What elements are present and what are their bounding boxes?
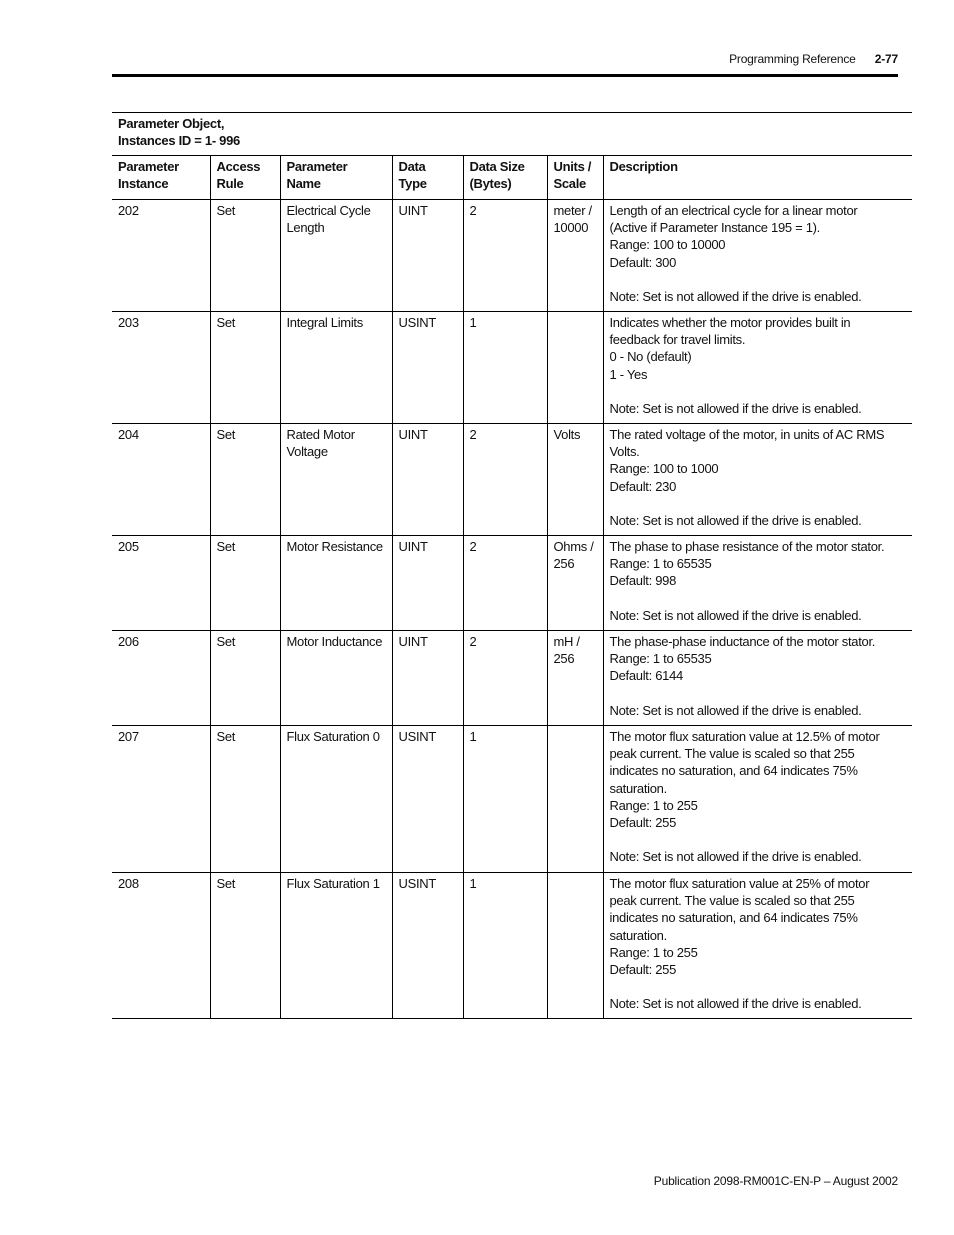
cell-text: Note: Set is not allowed if the drive is enabled. [609, 288, 862, 304]
table-row [112, 200, 912, 312]
cell-text: UINT [398, 539, 428, 554]
cell-type [392, 536, 463, 631]
cell-text: 1 - Yes [609, 366, 648, 382]
cell-text: Default: 6144 [609, 668, 683, 684]
table-row [112, 536, 912, 631]
cell-instance [112, 726, 210, 873]
cell-access [210, 726, 280, 873]
cell-text: 0 - No (default) [609, 349, 692, 365]
column-header-access [210, 156, 280, 200]
cell-name [280, 631, 392, 726]
cell-text: Range: 1 to 255 [609, 797, 698, 813]
cell-text: peak current. The value is scaled so that 255 [609, 893, 855, 909]
cell-text: 256 [553, 651, 575, 667]
header-text: Parameter [118, 159, 179, 174]
cell-text: 1 [469, 729, 477, 744]
cell-name [280, 726, 392, 873]
cell-text: saturation. [609, 780, 667, 796]
cell-units [547, 536, 603, 631]
cell-text: Length of an electrical cycle for a linear motor [609, 203, 858, 218]
cell-text: Default: 255 [609, 815, 677, 831]
header-text: Name [286, 176, 321, 192]
cell-text: feedback for travel limits. [609, 332, 746, 348]
page-number: 2-77 [874, 52, 898, 66]
table-row [112, 726, 912, 873]
cell-text: indicates no saturation, and 64 indicates 75% [609, 910, 858, 926]
cell-text [610, 590, 908, 607]
page-footer [112, 1174, 898, 1188]
cell-units [547, 631, 603, 726]
cell-text [610, 978, 908, 995]
cell-text: The phase to phase resistance of the motor stator. [609, 539, 885, 554]
header-text: Rule [216, 176, 244, 192]
cell-text: Indicates whether the motor provides built in [609, 315, 851, 330]
cell-text: Volts. [609, 444, 640, 460]
cell-text: The phase-phase inductance of the motor stator. [609, 634, 876, 649]
cell-text: Set [216, 634, 236, 649]
cell-text: Note: Set is not allowed if the drive is enabled. [609, 512, 862, 528]
header-text: Type [398, 176, 427, 192]
header-text: (Bytes) [469, 176, 512, 192]
cell-text [610, 831, 908, 848]
cell-text: Set [216, 203, 236, 218]
cell-text: Default: 255 [609, 962, 677, 978]
section-title: Programming Reference [729, 52, 856, 66]
cell-type [392, 424, 463, 536]
cell-text: Motor Resistance [286, 539, 383, 554]
cell-size [463, 200, 547, 312]
cell-text: Note: Set is not allowed if the drive is enabled. [609, 400, 862, 416]
cell-text: Range: 1 to 255 [609, 944, 698, 960]
cell-text: Volts [553, 427, 581, 442]
cell-instance [112, 631, 210, 726]
cell-description [603, 536, 912, 631]
cell-text: 2 [469, 203, 477, 218]
cell-text [610, 495, 908, 512]
cell-text: 2 [469, 539, 477, 554]
cell-type [392, 312, 463, 424]
cell-units [547, 200, 603, 312]
header-text: Instance [118, 176, 169, 192]
cell-text: Range: 1 to 65535 [609, 651, 712, 667]
cell-text: Default: 300 [609, 254, 677, 270]
cell-text: 203 [118, 315, 139, 330]
cell-size [463, 312, 547, 424]
cell-text [610, 271, 908, 288]
cell-text: 204 [118, 427, 139, 442]
cell-access [210, 312, 280, 424]
cell-type [392, 200, 463, 312]
cell-text: 206 [118, 634, 139, 649]
cell-name [280, 312, 392, 424]
cell-text: Rated Motor [286, 427, 355, 442]
column-header-name [280, 156, 392, 200]
cell-text: Length [286, 220, 325, 236]
header-text: Data [398, 159, 426, 174]
cell-units [547, 312, 603, 424]
cell-text: UINT [398, 634, 428, 649]
cell-size [463, 726, 547, 873]
cell-description [603, 726, 912, 873]
cell-text: peak current. The value is scaled so that 255 [609, 746, 855, 762]
column-header-size [463, 156, 547, 200]
cell-type [392, 631, 463, 726]
cell-text: UINT [398, 427, 428, 442]
cell-name [280, 536, 392, 631]
cell-text: indicates no saturation, and 64 indicates 75% [609, 763, 858, 779]
header-text: Scale [553, 176, 586, 192]
cell-instance [112, 200, 210, 312]
cell-text: USINT [398, 876, 437, 891]
cell-text: Set [216, 876, 236, 891]
header-text: Access [216, 159, 261, 174]
header-rule [112, 74, 898, 77]
cell-instance [112, 873, 210, 1019]
cell-type [392, 873, 463, 1019]
cell-access [210, 536, 280, 631]
table-row [112, 873, 912, 1019]
cell-units [547, 424, 603, 536]
header-text: Data Size [469, 159, 525, 174]
cell-text: 208 [118, 876, 139, 891]
cell-text: 202 [118, 203, 139, 218]
cell-text: (Active if Parameter Instance 195 = 1). [609, 220, 820, 236]
table-row [112, 631, 912, 726]
cell-text: Integral Limits [286, 315, 363, 330]
cell-text: Default: 230 [609, 478, 677, 494]
cell-access [210, 424, 280, 536]
table-caption-row [112, 113, 912, 156]
table-row [112, 424, 912, 536]
cell-text: Range: 100 to 10000 [609, 237, 726, 253]
cell-size [463, 424, 547, 536]
cell-size [463, 536, 547, 631]
column-header-type [392, 156, 463, 200]
cell-instance [112, 312, 210, 424]
header-text: Description [609, 159, 678, 174]
cell-type [392, 726, 463, 873]
cell-instance [112, 536, 210, 631]
cell-units [547, 726, 603, 873]
caption-line-1: Parameter Object, [118, 116, 225, 131]
page-header [112, 52, 898, 70]
cell-text: mH / [553, 634, 580, 649]
cell-name [280, 424, 392, 536]
cell-text: Set [216, 315, 236, 330]
cell-text: saturation. [609, 927, 667, 943]
cell-description [603, 200, 912, 312]
table-caption [112, 113, 912, 156]
cell-text: Note: Set is not allowed if the drive is enabled. [609, 849, 862, 865]
cell-instance [112, 424, 210, 536]
cell-size [463, 631, 547, 726]
cell-text: Note: Set is not allowed if the drive is enabled. [609, 607, 862, 623]
publication-info: Publication 2098-RM001C-EN-P – August 2002 [653, 1174, 898, 1188]
cell-text: The motor flux saturation value at 25% of motor [609, 876, 870, 891]
cell-text: Note: Set is not allowed if the drive is enabled. [609, 996, 862, 1012]
column-header-units [547, 156, 603, 200]
cell-text: Flux Saturation 0 [286, 729, 380, 744]
cell-text: The motor flux saturation value at 12.5% of motor [609, 729, 880, 744]
cell-description [603, 873, 912, 1019]
table-body [112, 113, 912, 1019]
header-text: Units / [553, 159, 592, 174]
column-header-description [603, 156, 912, 200]
cell-name [280, 873, 392, 1019]
cell-units [547, 873, 603, 1019]
cell-text: 1 [469, 315, 477, 330]
cell-text: 205 [118, 539, 139, 554]
cell-text: Motor Inductance [286, 634, 383, 649]
cell-text: Set [216, 427, 236, 442]
column-header-instance [112, 156, 210, 200]
cell-text: Set [216, 729, 236, 744]
cell-text: 1 [469, 876, 477, 891]
cell-size [463, 873, 547, 1019]
cell-text: Flux Saturation 1 [286, 876, 380, 891]
parameter-table [112, 112, 912, 1019]
cell-access [210, 631, 280, 726]
cell-text: Electrical Cycle [286, 203, 371, 218]
cell-text: 2 [469, 634, 477, 649]
cell-text: The rated voltage of the motor, in units of AC RMS [609, 427, 885, 442]
table-row [112, 312, 912, 424]
cell-text: 10000 [553, 220, 589, 236]
cell-text: USINT [398, 729, 437, 744]
cell-text: Voltage [286, 444, 328, 460]
cell-text: UINT [398, 203, 428, 218]
cell-text: 256 [553, 556, 575, 572]
cell-text: Note: Set is not allowed if the drive is enabled. [609, 702, 862, 718]
cell-name [280, 200, 392, 312]
cell-text: USINT [398, 315, 437, 330]
cell-description [603, 312, 912, 424]
cell-description [603, 424, 912, 536]
cell-access [210, 200, 280, 312]
cell-description [603, 631, 912, 726]
cell-text [610, 685, 908, 702]
cell-text: meter / [553, 203, 592, 218]
cell-access [210, 873, 280, 1019]
header-text: Parameter [286, 159, 348, 174]
cell-text: Range: 1 to 65535 [609, 556, 712, 572]
table-header-row [112, 156, 912, 200]
cell-text [610, 383, 908, 400]
cell-text: 207 [118, 729, 139, 744]
cell-text: Default: 998 [609, 573, 677, 589]
cell-text: 2 [469, 427, 477, 442]
caption-line-2: Instances ID = 1- 996 [118, 133, 240, 149]
cell-text: Ohms / [553, 539, 594, 554]
cell-text: Set [216, 539, 236, 554]
cell-text: Range: 100 to 1000 [609, 461, 719, 477]
